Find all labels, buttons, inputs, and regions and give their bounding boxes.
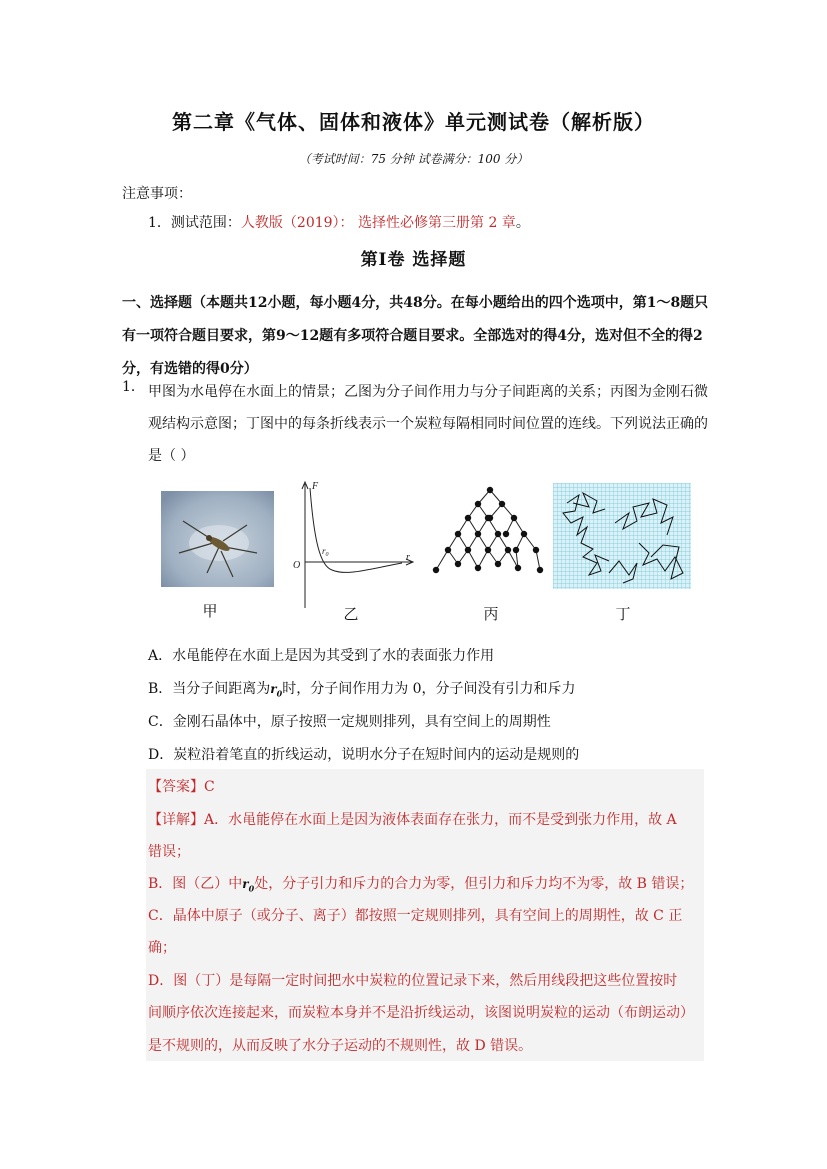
figure-label-bing: 丙 [483, 605, 499, 623]
section-instructions: 一、选择题（本题共12小题，每小题4分，共48分。在每小题给出的四个选项中，第1～8题只有一项符合题目要求，第9～12题有多项符合题目要求。全部选对的得4分，选对但不全的得2分，有选错的得0分） [122, 295, 709, 377]
option-b [148, 678, 576, 698]
r0-symbol-answer: $r_0$ [242, 877, 255, 894]
notes-item [148, 212, 530, 232]
explanation-c-line1: C．晶体中原子（或分子、离子）都按照一定规则排列，具有空间上的周期性，故 C 正 [148, 908, 683, 924]
water-strider-photo [161, 491, 274, 587]
diamond-structure-diagram [428, 484, 546, 584]
graph-origin-label: O [293, 560, 301, 571]
option-b-pre: B．当分子间距离为 [148, 681, 271, 697]
explanation-b [148, 873, 693, 893]
explanation-b-pre: B．图（乙）中 [148, 876, 243, 892]
option-d: D．炭粒沿着笔直的折线运动，说明水分子在短时间内的运动是规则的 [148, 747, 580, 763]
explanation-d-line3: 是不规则的，从而反映了水分子运动的不规则性，故 D 错误。 [148, 1038, 533, 1054]
page-title: 第二章《气体、固体和液体》单元测试卷（解析版） [172, 110, 655, 134]
figure-label-ding: 丁 [615, 605, 631, 623]
option-b-post: 时，分子间作用力为 0，分子间没有引力和斥力 [282, 681, 576, 697]
graph-r0-label: $r_0$ [322, 546, 329, 558]
option-a: A．水黾能停在水面上是因为其受到了水的表面张力作用 [148, 648, 495, 664]
question-stem: 甲图为水黾停在水面上的情景；乙图为分子间作用力与分子间距离的关系；丙图为金刚石微观结构示意图；丁图中的每条折线表示一个炭粒每隔相同时间位置的连线。下列说法正确的是（ ） [148, 384, 708, 464]
figure-label-jia: 甲 [202, 602, 218, 620]
question-number: 1． [122, 379, 145, 395]
brownian-motion-diagram [553, 483, 691, 589]
option-c: C．金刚石晶体中，原子按照一定规则排列，具有空间上的周期性 [148, 714, 551, 730]
explanation-d-line2: 间顺序依次连接起来，而炭粒本身并不是沿折线运动，该图说明炭粒的运动（布朗运动） [148, 1005, 694, 1021]
section-title: 第Ⅰ卷 选择题 [360, 250, 467, 270]
explanation-b-post: 处，分子引力和斥力的合力为零，但引力和斥力均不为零，故 B 错误； [254, 876, 694, 892]
notes-item-end: 。 [515, 215, 530, 231]
notes-item-range: 人教版（2019）： 选择性必修第三册第 2 章 [240, 215, 516, 231]
explanation-c-line2: 确； [148, 940, 176, 956]
graph-y-label: F [312, 481, 319, 492]
force-distance-graph [290, 480, 420, 610]
notes-item-prefix: 1．测试范围： [148, 215, 241, 231]
answer-line: 【答案】C [148, 779, 215, 795]
notes-heading: 注意事项： [122, 186, 192, 202]
exam-info: （考试时间：75 分钟 试卷满分：100 分） [298, 152, 529, 166]
explanation-a-line1: 【详解】A．水黾能停在水面上是因为液体表面存在张力，而不是受到张力作用，故 A [148, 812, 677, 828]
figure-label-yi: 乙 [343, 605, 359, 623]
graph-x-label: r [406, 552, 410, 563]
r0-symbol: $r_0$ [270, 682, 283, 699]
explanation-a-line2: 错误； [148, 844, 190, 860]
explanation-d-line1: D．图（丁）是每隔一定时间把水中炭粒的位置记录下来，然后用线段把这些位置按时 [148, 973, 678, 989]
